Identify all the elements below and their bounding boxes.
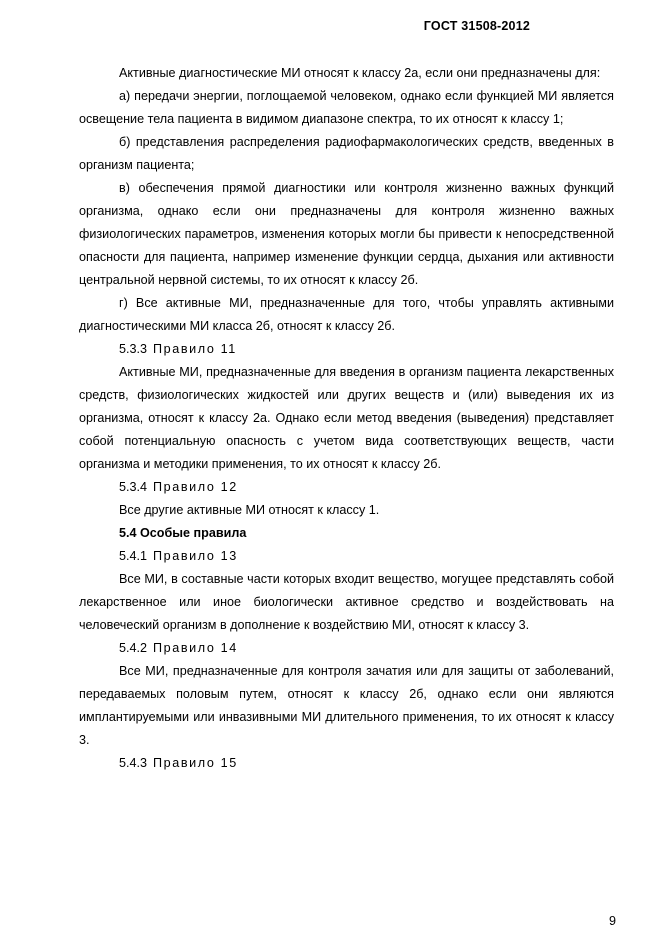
rule-title: Правило 15 <box>153 756 238 770</box>
rule-number: 5.3.4 <box>119 480 148 494</box>
rule-number: 5.3.3 <box>119 342 148 356</box>
rule-title: Правило 12 <box>153 480 238 494</box>
page-number: 9 <box>608 914 616 928</box>
paragraph: Все МИ, предназначенные для контроля зачатия или для защиты от заболеваний, передаваемых половым путем, относят к классу 2б, однако если они являются имплантируемыми или инвазивными МИ длительного применения, то их относят к классу 3. <box>79 664 614 747</box>
paragraph: Все МИ, в составные части которых входит вещество, могущее представлять собой лекарственное или иное биологически активное средство и воздействовать на человеческий организм в дополнение к воздействию МИ, относят к классу 3. <box>79 572 614 632</box>
document-standard-header: ГОСТ 31508-2012 <box>423 19 530 33</box>
list-item-a: а) передачи энергии, поглощаемой человеком, однако если функцией МИ является освещение тела пациента в видимом диапазоне спектра, то их относят к классу 1; <box>79 89 614 126</box>
paragraph: Активные диагностические МИ относят к классу 2а, если они предназначены для: <box>119 66 601 80</box>
paragraph: Активные МИ, предназначенные для введения в организм пациента лекарственных средств, физиологических жидкостей или других веществ и (или) выведения их из организма, относят к классу 2а. Однако если метод введения (выведения) представляет собой потенциальную опасность с учетом вида соответствующих веществ, части организма и методики применения, то их относят к классу 2б. <box>79 365 614 471</box>
list-item-b: б) представления распределения радиофармакологических средств, введенных в организм пациента; <box>79 135 614 172</box>
rule-heading-15 <box>79 752 614 775</box>
list-item-g: г) Все активные МИ, предназначенные для того, чтобы управлять активными диагностическими МИ класса 2б, относят к классу 2б. <box>79 296 614 333</box>
paragraph: Все другие активные МИ относят к классу 1. <box>119 503 380 517</box>
rule-title: Правило 11 <box>153 342 237 356</box>
rule-title: Правило 14 <box>153 641 238 655</box>
list-item-v: в) обеспечения прямой диагностики или контроля жизненно важных функций организма, однако если они предназначены для контроля жизненно важных физиологических параметров, изменения которых могли бы привести к непосредственной опасности для пациента, например изменение функции сердца, дыхания или активности центральной нервной системы, то их относят к классу 2б. <box>79 181 614 287</box>
rule-heading-12 <box>79 476 614 499</box>
rule-number: 5.4.3 <box>119 756 148 770</box>
rule-title: Правило 13 <box>153 549 238 563</box>
section-heading: 5.4 Особые правила <box>119 526 247 540</box>
rule-heading-13 <box>79 545 614 568</box>
rule-heading-11 <box>79 338 614 361</box>
rule-number: 5.4.1 <box>119 549 148 563</box>
rule-number: 5.4.2 <box>119 641 148 655</box>
rule-heading-14 <box>79 637 614 660</box>
document-body <box>79 62 614 775</box>
